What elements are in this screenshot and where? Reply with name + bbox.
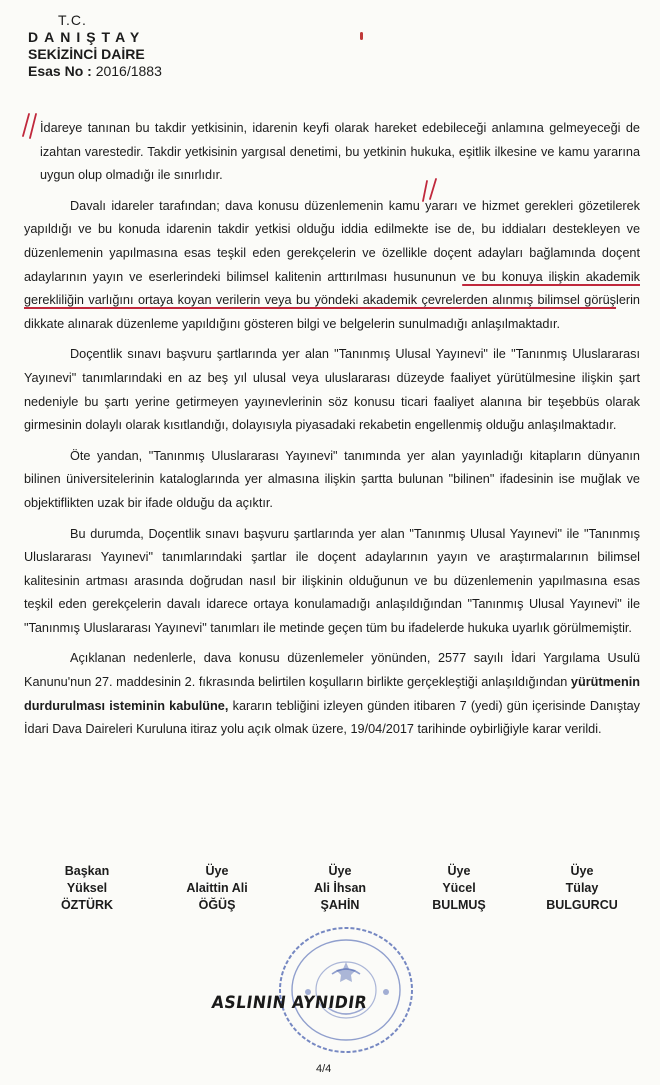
paragraph-6-part-a: Açıklanan nedenlerle, dava konusu düzenlemeler yönünden, 2577 sayılı İdari Yargılama Usulü Kanunu'nun 27. maddesinin 2. fıkrasında belirtilen koşulların birlikte gerçekleştiği anlaşıldığından bbox=[24, 651, 640, 690]
official-seal-icon bbox=[268, 922, 418, 1057]
signatory-4 bbox=[414, 863, 504, 914]
signatory-last-name: ÖZTÜRK bbox=[60, 898, 114, 912]
signatory-last-name: BULMUŞ bbox=[432, 898, 486, 912]
signatory-5 bbox=[532, 863, 632, 914]
signature-block bbox=[28, 863, 638, 923]
document-header bbox=[28, 12, 162, 80]
red-pen-mark bbox=[360, 32, 363, 40]
signatory-title: Üye bbox=[328, 864, 352, 878]
header-tc: T.C. bbox=[58, 12, 87, 28]
case-number: 2016/1883 bbox=[95, 63, 162, 79]
header-chamber: SEKİZİNCİ DAİRE bbox=[28, 46, 145, 62]
signatory-first-name: Yüksel bbox=[66, 881, 108, 895]
page-number: 4/4 bbox=[316, 1063, 332, 1075]
signatory-first-name: Ali İhsan bbox=[313, 881, 367, 895]
signatory-2 bbox=[162, 863, 272, 914]
signatory-title: Üye bbox=[205, 864, 229, 878]
case-label: Esas No : bbox=[28, 63, 92, 79]
certified-copy-stamp: ASLININ AYNIDIR bbox=[210, 993, 369, 1013]
signatory-last-name: ŞAHİN bbox=[320, 898, 360, 912]
paragraph-2-underlined: ve bu konuya ilişkin akademik gerekliliğin varlığını ortaya koyan verilerin veya bu yöndeki akademik çevrelerden alınmış bilimsel görüş bbox=[24, 269, 640, 308]
paragraph-2-part-b: lerin dikkate alınarak düzenleme yapıldığını gösteren bilgi ve belgelerin sunulmadığı anlaşılmaktadır. bbox=[24, 293, 640, 331]
signatory-title: Üye bbox=[570, 864, 594, 878]
paragraph-6 bbox=[24, 647, 640, 741]
paragraph-4: Öte yandan, "Tanınmış Uluslararası Yayınevi" tanımında yer alan yayınladığı kitapların dünyanın bilinen üniversitelerinin kataloglarında yer almasına ilişkin şartta bulunan "bilinen" ifadesinin ise muğlak ve objektiflikten uzak bir ifade olduğu da açıktır. bbox=[24, 448, 640, 510]
header-court: DANIŞTAY bbox=[28, 29, 146, 45]
signatory-3 bbox=[290, 863, 390, 914]
paragraph-2-part-a: Davalı idareler tarafından; dava konusu düzenlemenin kamu yararı ve hizmet gerekleri gözetilerek yapıldığı ve bu konuda idarenin takdir yetkisi olduğu iddia edilmekte ise de, bu iddiaları destekleyen ve düzenlemenin yapılmasına esas teşkil eden gerekçelerin ve özellikle doçent adayları bağlamında doçent adaylarının yayın ve eserlerindeki bilimsel kalitenin arttırılması husununun bbox=[24, 198, 640, 284]
paragraph-1: İdareye tanınan bu takdir yetkisinin, idarenin keyfi olarak hareket edebileceği anlamına gelmeyeceği de izahtan varestedir. Takdir yetkisinin yargısal denetimi, bu yetkinin hukuka, eşitlik ilkesine ve kamu yararına uygun olup olmadığı ile sınırlıdır. bbox=[40, 121, 640, 183]
signatory-first-name: Tülay bbox=[565, 881, 599, 895]
paragraph-6-decision: yürütmenin durdurulması isteminin kabulüne, bbox=[24, 675, 640, 713]
paragraph-3: Doçentlik sınavı başvuru şartlarında yer alan "Tanınmış Ulusal Yayınevi" ile "Tanınmış Uluslararası Yayınevi" tanımlarındaki en az beş yıl ulusal veya uluslararası düzeyde faaliyet yürütülmesine ilişkin şart nedeniyle bu şartı yerine getirmeyen yayınevlerinin söz konusu ticari faaliyet alanına bir teşebbüs olarak girmesinin dolaylı olarak kısıtlandığı, dolayısıyla piyasadaki rekabetin engellenmiş olduğu anlaşılmaktadır. bbox=[24, 347, 640, 433]
signatory-title: Üye bbox=[447, 864, 471, 878]
signatory-last-name: BULGURCU bbox=[546, 898, 618, 912]
header-case bbox=[28, 63, 162, 80]
document-body bbox=[24, 117, 640, 749]
signatory-first-name: Alaittin Ali bbox=[186, 881, 248, 895]
signatory-title: Başkan bbox=[64, 864, 110, 878]
signatory-first-name: Yücel bbox=[442, 881, 476, 895]
paragraph-5: Bu durumda, Doçentlik sınavı başvuru şartlarında yer alan "Tanınmış Ulusal Yayınevi" ile "Tanınmış Uluslararası Yayınevi" tanımlarındaki şartlar ile doçent adaylarının yayın ve araştırmalarının bilimsel kalitesinin artması arasında doğrudan nasıl bir ilişkinin olduğunun ve bu düzenlemenin yapılmasına esas teşkil eden gerekçelerin davalı idarece ortaya konulamadığı anlaşıldığından "Tanınmış Ulusal Yayınevi" ile "Tanınmış Uluslararası Yayınevi" tanımları ile metinde geçen tüm bu ifadelerde hukuka uyarlık görülmemiştir. bbox=[24, 526, 640, 635]
signatory-1 bbox=[42, 863, 132, 914]
paragraph-6-part-b: kararın tebliğini izleyen günden itibaren 7 (yedi) gün içerisinde Danıştay İdari Dava Daireleri Kuruluna itiraz yolu açık olmak üzere, 19/04/2017 tarihinde oybirliğiyle karar verildi. bbox=[24, 698, 640, 737]
signatory-last-name: ÖĞÜŞ bbox=[198, 898, 236, 912]
paragraph-2 bbox=[24, 195, 640, 337]
